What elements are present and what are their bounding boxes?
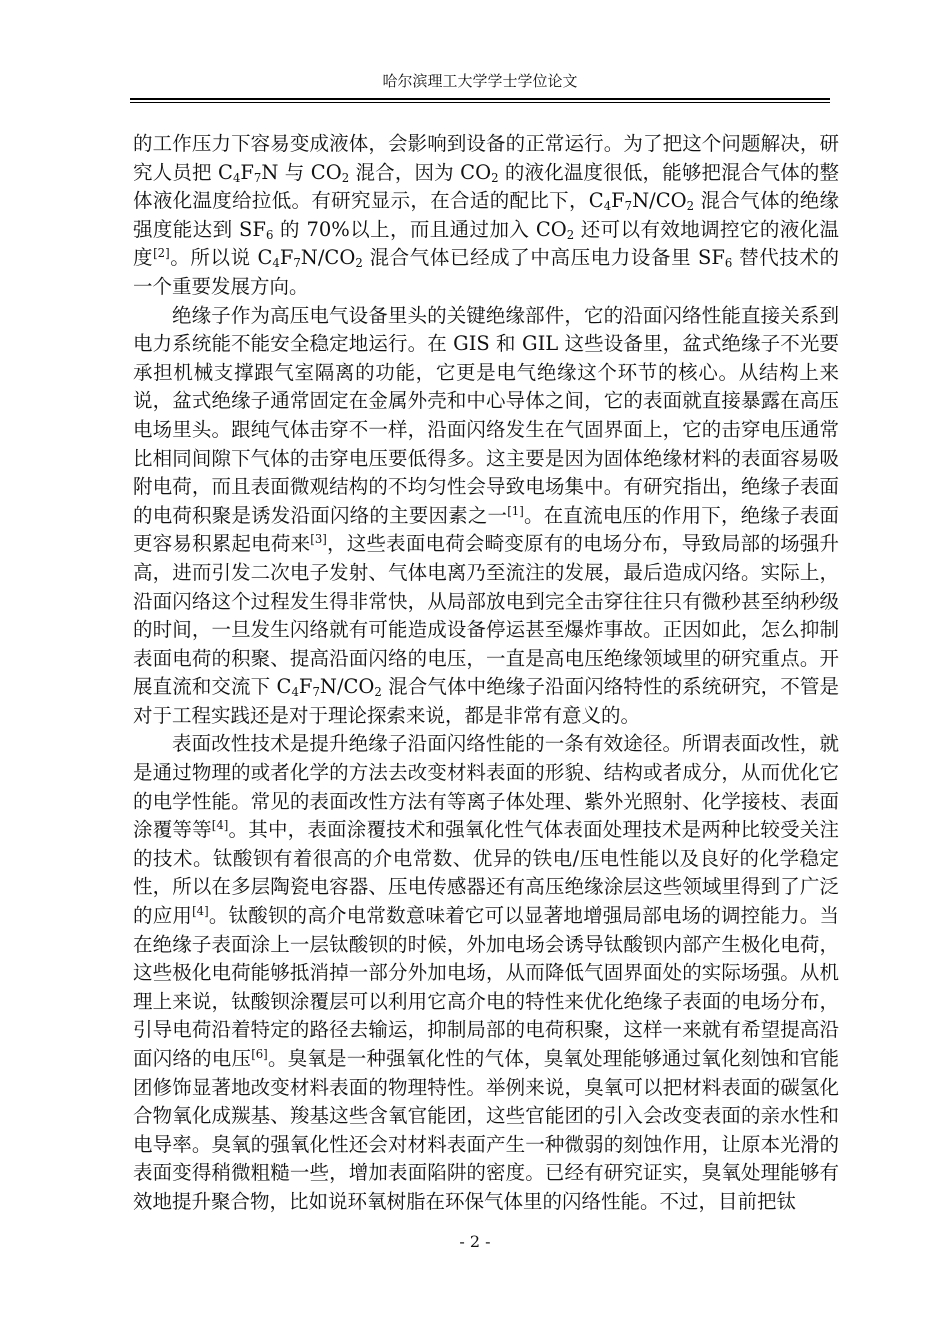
text-run: 的 70%以上，而且通过加入 CO <box>273 217 567 241</box>
text-run: N 与 CO <box>261 160 342 184</box>
text-run: 绝缘子作为高压电气设备里头的关键绝缘部件，它的沿面闪络性能直接关系到电力系统能不能安全稳定地运行。在 GIS 和 GIL 这些设备里，盆式绝缘子不光要承担机械支撑跟气室隔离的功能，它更是电气绝缘这个环节的核心。从结构上来说，盆式绝缘子通常固定在金属外壳和中心导体之间，它的表面就直接暴露在高压电场里头。跟纯气体击穿不一样，沿面闪络发生在气固界面上，它的击穿电压通常比相同间隙下气体的击穿电压要低得多。这主要是因为固体绝缘材料的表面容易吸附电荷，而且表面微观结构的不均匀性会导致电场集中。有研究指出，绝缘子表面的电荷积聚是诱发沿面闪络的主要因素之一 <box>133 303 839 527</box>
page-header: 哈尔滨理工大学学士学位论文 <box>382 72 578 90</box>
text-run: 。其中，表面涂覆技术和强氧化性气体表面处理技术是两种比较受关注的技术。钛酸钡有着很高的介电常数、优异的铁电/压电性能以及良好的化学稳定性，所以在多层陶瓷电容器、压电传感器还有高压绝缘涂层这些领域里得到了广泛的应用 <box>133 818 839 928</box>
subscript: 2 <box>374 685 382 700</box>
text-run: F <box>279 246 294 270</box>
subscript: 2 <box>686 199 695 214</box>
citation-marker: [3] <box>310 532 327 547</box>
text-run: 混合气体的绝缘强度能达到 SF <box>133 189 840 241</box>
subscript: 6 <box>724 256 733 271</box>
text-run: 表面改性技术是提升绝缘子沿面闪络性能的一条有效途径。所谓表面改性，就是通过物理的或者化学的方法去改变材料表面的形貌、结构或者成分，从而优化它的电学性能。常见的表面改性方法有等离子体处理、紫外光照射、化学接枝、表面涂覆等等 <box>133 732 839 842</box>
paragraph-2 <box>133 302 839 731</box>
text-run: 的工作压力下容易变成液体，会影响到设备的正常运行。为了把这个问题解决，研究人员把 C <box>133 132 839 184</box>
subscript: 4 <box>291 685 299 700</box>
body-text <box>133 130 839 1217</box>
subscript: 7 <box>293 256 301 271</box>
subscript: 2 <box>355 256 363 271</box>
citation-marker: [4] <box>211 818 229 833</box>
subscript: 2 <box>341 170 350 185</box>
text-run: 还可以有效地调控它的液化温度 <box>133 217 839 270</box>
subscript: 7 <box>624 199 633 214</box>
text-run: 混合气体中绝缘子沿面闪络特性的系统研究，不管是对于工程实践还是对于理论探索来说，都是非常有意义的。 <box>133 675 839 727</box>
text-run: 混合，因为 CO <box>349 160 492 184</box>
text-run: ，这些表面电荷会畸变原有的电场分布，导致局部的场强升高，进而引发二次电子发射、气体电离乃至流注的发展，最后造成闪络。实际上，沿面闪络这个过程发生得非常快，从局部放电到完全击穿往往只有微秒甚至纳秒级的时间，一旦发生闪络就有可能造成设备停运甚至爆炸事故。正因如此，怎么抑制表面电荷的积聚、提高沿面闪络的电压，一直是高电压绝缘领域里的研究重点。开展直流和交流下 C <box>133 532 839 699</box>
text-run: N/CO <box>319 675 375 699</box>
subscript: 7 <box>253 170 262 185</box>
subscript: 4 <box>272 256 280 271</box>
text-run: 。臭氧是一种强氧化性的气体，臭氧处理能够通过氧化刻蚀和官能团修饰显著地改变材料表面的物理特性。举例来说，臭氧可以把材料表面的碳氢化合物氧化成羰基、羧基这些含氧官能团，这些官能团的引入会改变表面的亲水性和电导率。臭氧的强氧化性还会对材料表面产生一种微弱的刻蚀作用，让原本光滑的表面变得稍微粗糙一些，增加表面陷阱的密度。已经有研究证实，臭氧处理能够有效地提升聚合物，比如说环氧树脂在环保气体里的闪络性能。不过，目前把钛 <box>133 1047 839 1213</box>
paragraph-3 <box>133 730 839 1216</box>
text-run: N/CO <box>632 189 687 213</box>
text-run: 。钛酸钡的高介电常数意味着它可以显著地增强局部电场的调控能力。当在绝缘子表面涂上一层钛酸钡的时候，外加电场会诱导钛酸钡内部产生极化电荷，这些极化电荷能够抵消掉一部分外加电场，从而降低气固界面处的实际场强。从机理上来说，钛酸钡涂覆层可以利用它高介电的特性来优化绝缘子表面的电场分布，引导电荷沿着特定的路径去输运，抑制局部的电荷积聚，这样一来就有希望提高沿面闪络的电压 <box>133 904 839 1070</box>
text-run: 。所以说 C <box>169 246 273 270</box>
text-run: F <box>611 189 625 213</box>
header-rule-thick <box>130 98 830 100</box>
text-run: 混合气体已经成了中高压电力设备里 SF <box>362 246 725 270</box>
citation-marker: [2] <box>153 246 170 261</box>
citation-marker: [6] <box>251 1046 268 1061</box>
citation-marker: [1] <box>507 503 524 518</box>
text-run: 替代技术的一个重要发展方向。 <box>133 246 839 298</box>
page-number: - 2 - <box>459 1232 491 1251</box>
subscript: 7 <box>312 685 320 700</box>
subscript: 4 <box>603 199 612 214</box>
text-run: F <box>240 160 254 184</box>
paragraph-1 <box>133 130 839 302</box>
subscript: 2 <box>491 170 499 185</box>
text-run: N/CO <box>300 246 356 270</box>
subscript: 4 <box>232 170 241 185</box>
text-run: 的液化温度很低，能够把混合气体的整体液化温度给拉低。有研究显示，在合适的配比下，C <box>133 160 839 213</box>
citation-marker: [4] <box>192 904 209 919</box>
header-rule-thin <box>130 102 830 103</box>
text-run: 。在直流电压的作用下，绝缘子表面更容易积累起电荷来 <box>133 503 839 556</box>
text-run: F <box>298 675 313 699</box>
subscript: 6 <box>265 227 274 242</box>
subscript: 2 <box>566 227 575 242</box>
